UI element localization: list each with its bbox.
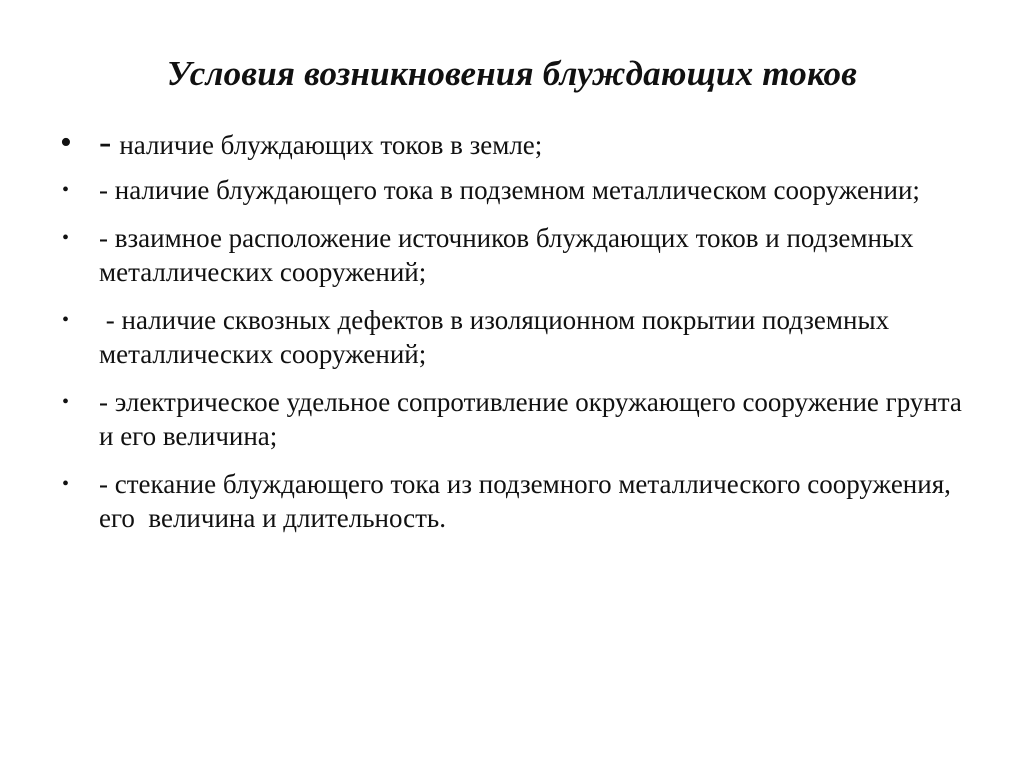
bullet-item <box>62 173 962 207</box>
bullet-text: - взаимное расположение источников блуждающих токов и подземных металлических сооружений; <box>99 223 914 287</box>
bullet-item <box>62 385 962 453</box>
bullet-text: наличие блуждающих токов в земле; <box>119 130 543 160</box>
bullet-icon: • <box>62 179 70 201</box>
bullet-icon: • <box>62 309 70 331</box>
bullet-text: - наличие сквозных дефектов в изоляционном покрытии подземных металлических сооружений; <box>99 305 896 369</box>
bullet-text: - электрическое удельное сопротивление окружающего сооружение грунта и его величина; <box>99 387 962 451</box>
bullet-icon: • <box>62 473 70 495</box>
slide-title: Условия возникновения блуждающих токов <box>166 54 858 93</box>
bullet-icon: • <box>60 124 72 161</box>
bullet-item <box>62 303 962 371</box>
bullet-icon: • <box>62 391 70 413</box>
bullet-dash: - <box>99 122 112 163</box>
bullet-list <box>60 122 962 549</box>
bullet-item <box>60 122 962 163</box>
bullet-item <box>62 221 962 289</box>
bullet-text: - стекание блуждающего тока из подземного металлического сооружения, его величина и длительность. <box>99 469 958 533</box>
bullet-icon: • <box>62 227 70 249</box>
bullet-text: - наличие блуждающего тока в подземном металлическом сооружении; <box>99 175 920 205</box>
bullet-item <box>62 467 962 535</box>
